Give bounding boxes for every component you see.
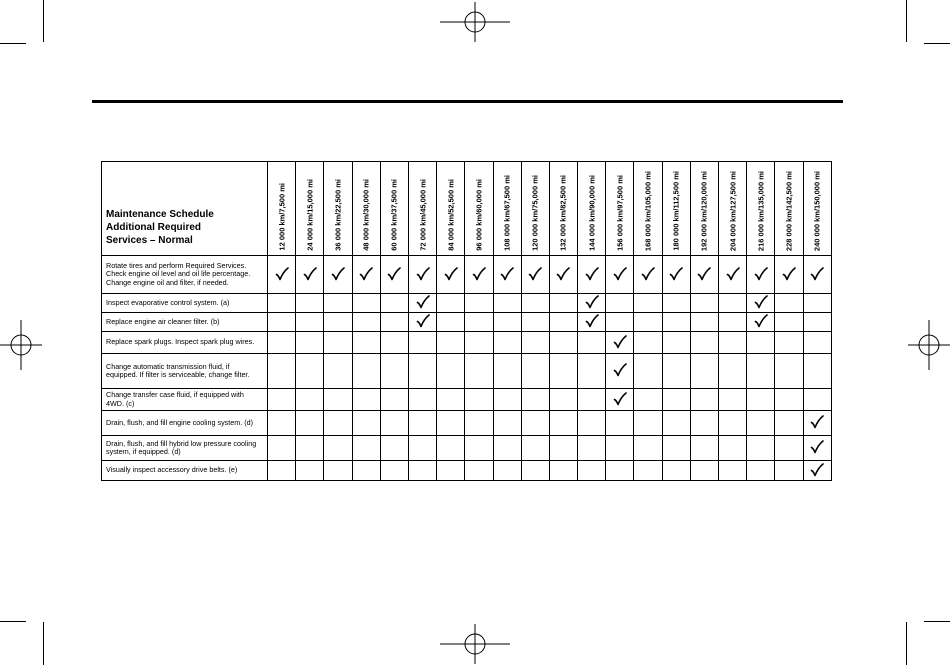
schedule-cell bbox=[268, 436, 296, 461]
checkmark-icon bbox=[810, 415, 824, 429]
schedule-cell bbox=[549, 354, 577, 389]
schedule-cell bbox=[549, 332, 577, 354]
schedule-cell bbox=[324, 313, 352, 332]
checkmark-icon bbox=[641, 267, 655, 281]
schedule-cell bbox=[747, 354, 775, 389]
schedule-cell bbox=[268, 313, 296, 332]
schedule-cell bbox=[493, 389, 521, 411]
schedule-cell bbox=[380, 389, 408, 411]
schedule-cell bbox=[521, 313, 549, 332]
schedule-cell bbox=[634, 313, 662, 332]
schedule-cell bbox=[493, 313, 521, 332]
schedule-cell bbox=[775, 436, 803, 461]
checkmark-icon bbox=[782, 267, 796, 281]
schedule-cell bbox=[634, 389, 662, 411]
schedule-cell bbox=[803, 354, 831, 389]
checkmark-icon bbox=[500, 267, 514, 281]
checkmark-icon bbox=[585, 267, 599, 281]
schedule-cell bbox=[408, 256, 436, 294]
checkmark-icon bbox=[754, 267, 768, 281]
schedule-cell bbox=[408, 354, 436, 389]
schedule-cell bbox=[324, 332, 352, 354]
schedule-cell bbox=[803, 256, 831, 294]
schedule-cell bbox=[634, 332, 662, 354]
schedule-cell bbox=[268, 294, 296, 313]
interval-header bbox=[352, 162, 380, 256]
title-line-1: Maintenance Schedule bbox=[106, 209, 214, 220]
schedule-cell bbox=[606, 389, 634, 411]
schedule-cell bbox=[719, 294, 747, 313]
schedule-cell bbox=[662, 294, 690, 313]
service-description: Change automatic transmission fluid, if equipped. If filter is serviceable, change filter. bbox=[102, 354, 268, 389]
interval-label: 180 000 km/112,500 mi bbox=[671, 171, 681, 251]
schedule-cell bbox=[719, 354, 747, 389]
schedule-cell bbox=[380, 354, 408, 389]
schedule-cell bbox=[747, 436, 775, 461]
schedule-cell bbox=[324, 389, 352, 411]
interval-header bbox=[803, 162, 831, 256]
crop-mark bbox=[0, 621, 26, 622]
schedule-cell bbox=[408, 332, 436, 354]
schedule-cell bbox=[803, 411, 831, 436]
interval-label: 24 000 km/15,000 mi bbox=[305, 179, 315, 251]
interval-header bbox=[268, 162, 296, 256]
maintenance-schedule-table bbox=[101, 161, 832, 481]
header-rule bbox=[92, 100, 843, 103]
schedule-cell bbox=[521, 411, 549, 436]
interval-header bbox=[521, 162, 549, 256]
interval-header bbox=[578, 162, 606, 256]
schedule-cell bbox=[380, 461, 408, 481]
schedule-cell bbox=[380, 332, 408, 354]
schedule-cell bbox=[408, 436, 436, 461]
schedule-cell bbox=[493, 332, 521, 354]
service-description: Visually inspect accessory drive belts. (e) bbox=[102, 461, 268, 481]
schedule-cell bbox=[380, 256, 408, 294]
schedule-cell bbox=[634, 461, 662, 481]
schedule-cell bbox=[352, 436, 380, 461]
crop-mark bbox=[906, 0, 907, 42]
schedule-cell bbox=[521, 294, 549, 313]
interval-header bbox=[634, 162, 662, 256]
interval-header bbox=[690, 162, 718, 256]
schedule-cell bbox=[578, 436, 606, 461]
schedule-cell bbox=[296, 461, 324, 481]
schedule-cell bbox=[296, 354, 324, 389]
title-line-3: Services – Normal bbox=[106, 235, 193, 246]
schedule-cell bbox=[268, 332, 296, 354]
schedule-cell bbox=[803, 389, 831, 411]
checkmark-icon bbox=[669, 267, 683, 281]
schedule-cell bbox=[296, 436, 324, 461]
header-row bbox=[102, 162, 832, 256]
schedule-cell bbox=[268, 389, 296, 411]
interval-header bbox=[296, 162, 324, 256]
interval-label: 192 000 km/120,000 mi bbox=[699, 170, 709, 251]
schedule-cell bbox=[803, 436, 831, 461]
checkmark-icon bbox=[416, 314, 430, 328]
schedule-cell bbox=[324, 411, 352, 436]
schedule-cell bbox=[493, 294, 521, 313]
schedule-cell bbox=[268, 256, 296, 294]
schedule-cell bbox=[296, 332, 324, 354]
schedule-cell bbox=[775, 461, 803, 481]
schedule-cell bbox=[803, 461, 831, 481]
interval-label: 240 000 km/150,000 mi bbox=[812, 170, 822, 251]
schedule-cell bbox=[352, 461, 380, 481]
schedule-cell bbox=[747, 294, 775, 313]
interval-label: 96 000 km/60,000 mi bbox=[474, 179, 484, 251]
schedule-cell bbox=[493, 256, 521, 294]
interval-label: 156 000 km/97,500 mi bbox=[615, 175, 625, 251]
interval-label: 120 000 km/75,000 mi bbox=[530, 175, 540, 251]
checkmark-icon bbox=[556, 267, 570, 281]
schedule-cell bbox=[493, 436, 521, 461]
schedule-cell bbox=[578, 389, 606, 411]
schedule-cell bbox=[803, 294, 831, 313]
schedule-cell bbox=[747, 332, 775, 354]
schedule-cell bbox=[465, 411, 493, 436]
checkmark-icon bbox=[613, 363, 627, 377]
interval-label: 168 000 km/105,000 mi bbox=[643, 170, 653, 251]
checkmark-icon bbox=[754, 314, 768, 328]
schedule-cell bbox=[606, 411, 634, 436]
interval-label: 36 000 km/22,500 mi bbox=[333, 179, 343, 251]
schedule-cell bbox=[690, 436, 718, 461]
schedule-cell bbox=[352, 313, 380, 332]
schedule-cell bbox=[493, 461, 521, 481]
interval-label: 144 000 km/90,000 mi bbox=[587, 175, 597, 251]
checkmark-icon bbox=[754, 295, 768, 309]
schedule-cell bbox=[775, 294, 803, 313]
schedule-cell bbox=[465, 294, 493, 313]
schedule-cell bbox=[296, 313, 324, 332]
interval-header bbox=[408, 162, 436, 256]
schedule-cell bbox=[521, 256, 549, 294]
schedule-cell bbox=[747, 461, 775, 481]
service-description: Drain, flush, and fill hybrid low pressure cooling system, if equipped. (d) bbox=[102, 436, 268, 461]
registration-mark-bottom bbox=[440, 624, 510, 664]
schedule-cell bbox=[719, 313, 747, 332]
interval-header bbox=[662, 162, 690, 256]
schedule-cell bbox=[578, 332, 606, 354]
crop-mark bbox=[43, 0, 44, 42]
schedule-cell bbox=[549, 461, 577, 481]
schedule-cell bbox=[634, 256, 662, 294]
checkmark-icon bbox=[359, 267, 373, 281]
schedule-cell bbox=[437, 354, 465, 389]
schedule-cell bbox=[380, 436, 408, 461]
schedule-cell bbox=[662, 436, 690, 461]
schedule-cell bbox=[465, 389, 493, 411]
schedule-cell bbox=[408, 411, 436, 436]
interval-label: 216 000 km/135,000 mi bbox=[756, 170, 766, 251]
checkmark-icon bbox=[613, 392, 627, 406]
schedule-cell bbox=[578, 461, 606, 481]
schedule-cell bbox=[690, 354, 718, 389]
checkmark-icon bbox=[585, 295, 599, 309]
registration-mark-left bbox=[0, 320, 42, 370]
schedule-cell bbox=[634, 411, 662, 436]
schedule-cell bbox=[296, 411, 324, 436]
schedule-cell bbox=[268, 354, 296, 389]
schedule-cell bbox=[662, 461, 690, 481]
schedule-cell bbox=[437, 461, 465, 481]
checkmark-icon bbox=[331, 267, 345, 281]
schedule-cell bbox=[437, 389, 465, 411]
interval-header bbox=[549, 162, 577, 256]
schedule-cell bbox=[296, 256, 324, 294]
registration-mark-right bbox=[908, 320, 950, 370]
schedule-cell bbox=[493, 354, 521, 389]
schedule-cell bbox=[690, 461, 718, 481]
schedule-cell bbox=[437, 313, 465, 332]
schedule-cell bbox=[465, 256, 493, 294]
schedule-cell bbox=[549, 436, 577, 461]
checkmark-icon bbox=[585, 314, 599, 328]
crop-mark bbox=[924, 621, 950, 622]
schedule-cell bbox=[803, 332, 831, 354]
checkmark-icon bbox=[613, 335, 627, 349]
crop-mark bbox=[0, 43, 26, 44]
checkmark-icon bbox=[444, 267, 458, 281]
schedule-cell bbox=[578, 354, 606, 389]
schedule-cell bbox=[775, 411, 803, 436]
schedule-cell bbox=[549, 389, 577, 411]
interval-header bbox=[380, 162, 408, 256]
schedule-cell bbox=[690, 389, 718, 411]
schedule-cell bbox=[606, 332, 634, 354]
crop-mark bbox=[924, 43, 950, 44]
table-row bbox=[102, 461, 832, 481]
schedule-cell bbox=[352, 256, 380, 294]
schedule-cell bbox=[747, 313, 775, 332]
schedule-cell bbox=[634, 354, 662, 389]
table-title bbox=[102, 162, 268, 256]
schedule-cell bbox=[521, 354, 549, 389]
table-row bbox=[102, 389, 832, 411]
interval-header bbox=[775, 162, 803, 256]
interval-header bbox=[719, 162, 747, 256]
crop-mark bbox=[43, 622, 44, 665]
checkmark-icon bbox=[528, 267, 542, 281]
schedule-cell bbox=[296, 389, 324, 411]
schedule-cell bbox=[578, 256, 606, 294]
schedule-cell bbox=[268, 411, 296, 436]
checkmark-icon bbox=[303, 267, 317, 281]
checkmark-icon bbox=[613, 267, 627, 281]
service-description: Replace spark plugs. Inspect spark plug wires. bbox=[102, 332, 268, 354]
table-row bbox=[102, 256, 832, 294]
schedule-cell bbox=[408, 294, 436, 313]
schedule-cell bbox=[578, 411, 606, 436]
checkmark-icon bbox=[810, 440, 824, 454]
schedule-cell bbox=[465, 354, 493, 389]
schedule-cell bbox=[549, 294, 577, 313]
schedule-cell bbox=[719, 389, 747, 411]
schedule-cell bbox=[324, 461, 352, 481]
interval-label: 72 000 km/45,000 mi bbox=[418, 179, 428, 251]
interval-header bbox=[493, 162, 521, 256]
schedule-cell bbox=[690, 332, 718, 354]
schedule-cell bbox=[606, 461, 634, 481]
schedule-cell bbox=[606, 313, 634, 332]
service-description: Inspect evaporative control system. (a) bbox=[102, 294, 268, 313]
schedule-cell bbox=[493, 411, 521, 436]
schedule-cell bbox=[775, 354, 803, 389]
schedule-cell bbox=[521, 461, 549, 481]
interval-label: 108 000 km/67,500 mi bbox=[502, 175, 512, 251]
schedule-cell bbox=[606, 436, 634, 461]
schedule-cell bbox=[719, 436, 747, 461]
schedule-cell bbox=[690, 313, 718, 332]
service-description: Replace engine air cleaner filter. (b) bbox=[102, 313, 268, 332]
schedule-cell bbox=[690, 294, 718, 313]
schedule-cell bbox=[775, 332, 803, 354]
crop-mark bbox=[906, 622, 907, 665]
schedule-cell bbox=[268, 461, 296, 481]
interval-header bbox=[747, 162, 775, 256]
checkmark-icon bbox=[810, 267, 824, 281]
checkmark-icon bbox=[275, 267, 289, 281]
schedule-cell bbox=[465, 461, 493, 481]
schedule-cell bbox=[606, 256, 634, 294]
schedule-cell bbox=[634, 294, 662, 313]
schedule-cell bbox=[662, 256, 690, 294]
schedule-cell bbox=[465, 332, 493, 354]
schedule-cell bbox=[408, 461, 436, 481]
interval-label: 48 000 km/30,000 mi bbox=[361, 179, 371, 251]
schedule-cell bbox=[662, 411, 690, 436]
schedule-cell bbox=[775, 256, 803, 294]
schedule-cell bbox=[465, 436, 493, 461]
schedule-cell bbox=[437, 294, 465, 313]
schedule-cell bbox=[775, 389, 803, 411]
schedule-cell bbox=[324, 294, 352, 313]
schedule-cell bbox=[549, 411, 577, 436]
schedule-cell bbox=[606, 354, 634, 389]
schedule-cell bbox=[662, 313, 690, 332]
schedule-cell bbox=[352, 332, 380, 354]
interval-label: 12 000 km/7,500 mi bbox=[277, 183, 287, 251]
schedule-cell bbox=[719, 461, 747, 481]
interval-header bbox=[606, 162, 634, 256]
schedule-cell bbox=[578, 294, 606, 313]
schedule-cell bbox=[352, 411, 380, 436]
checkmark-icon bbox=[472, 267, 486, 281]
checkmark-icon bbox=[697, 267, 711, 281]
schedule-cell bbox=[747, 411, 775, 436]
table-row bbox=[102, 436, 832, 461]
schedule-cell bbox=[408, 313, 436, 332]
schedule-cell bbox=[352, 389, 380, 411]
schedule-cell bbox=[521, 436, 549, 461]
service-description: Drain, flush, and fill engine cooling system. (d) bbox=[102, 411, 268, 436]
schedule-cell bbox=[719, 332, 747, 354]
schedule-cell bbox=[662, 332, 690, 354]
schedule-cell bbox=[690, 256, 718, 294]
schedule-cell bbox=[578, 313, 606, 332]
table-row bbox=[102, 294, 832, 313]
schedule-cell bbox=[521, 332, 549, 354]
interval-header bbox=[465, 162, 493, 256]
schedule-cell bbox=[380, 294, 408, 313]
schedule-cell bbox=[634, 436, 662, 461]
schedule-cell bbox=[662, 389, 690, 411]
schedule-cell bbox=[803, 313, 831, 332]
schedule-cell bbox=[352, 354, 380, 389]
service-description: Rotate tires and perform Required Services. Check engine oil level and oil life percentage. Change engine oil and filter, if needed. bbox=[102, 256, 268, 294]
schedule-cell bbox=[380, 411, 408, 436]
schedule-cell bbox=[380, 313, 408, 332]
schedule-cell bbox=[352, 294, 380, 313]
schedule-cell bbox=[437, 411, 465, 436]
table-row bbox=[102, 332, 832, 354]
interval-label: 204 000 km/127,500 mi bbox=[728, 170, 738, 251]
schedule-cell bbox=[775, 313, 803, 332]
checkmark-icon bbox=[810, 463, 824, 477]
schedule-cell bbox=[747, 256, 775, 294]
schedule-cell bbox=[549, 313, 577, 332]
checkmark-icon bbox=[726, 267, 740, 281]
schedule-cell bbox=[324, 436, 352, 461]
schedule-cell bbox=[606, 294, 634, 313]
interval-label: 132 000 km/82,500 mi bbox=[558, 175, 568, 251]
table-row bbox=[102, 411, 832, 436]
table-row bbox=[102, 354, 832, 389]
schedule-cell bbox=[719, 256, 747, 294]
interval-label: 60 000 km/37,500 mi bbox=[389, 179, 399, 251]
schedule-cell bbox=[465, 313, 493, 332]
checkmark-icon bbox=[416, 267, 430, 281]
schedule-cell bbox=[549, 256, 577, 294]
schedule-cell bbox=[408, 389, 436, 411]
interval-label: 228 000 km/142,500 mi bbox=[784, 170, 794, 251]
checkmark-icon bbox=[387, 267, 401, 281]
title-line-2: Additional Required bbox=[106, 222, 201, 233]
schedule-cell bbox=[324, 256, 352, 294]
service-description: Change transfer case fluid, if equipped with 4WD. (c) bbox=[102, 389, 268, 411]
schedule-cell bbox=[662, 354, 690, 389]
schedule-cell bbox=[719, 411, 747, 436]
table-row bbox=[102, 313, 832, 332]
interval-header bbox=[437, 162, 465, 256]
schedule-cell bbox=[324, 354, 352, 389]
schedule-cell bbox=[690, 411, 718, 436]
schedule-cell bbox=[747, 389, 775, 411]
schedule-cell bbox=[437, 256, 465, 294]
checkmark-icon bbox=[416, 295, 430, 309]
schedule-cell bbox=[437, 436, 465, 461]
registration-mark-top bbox=[440, 2, 510, 42]
interval-label: 84 000 km/52,500 mi bbox=[446, 179, 456, 251]
interval-header bbox=[324, 162, 352, 256]
schedule-cell bbox=[437, 332, 465, 354]
schedule-cell bbox=[521, 389, 549, 411]
schedule-cell bbox=[296, 294, 324, 313]
